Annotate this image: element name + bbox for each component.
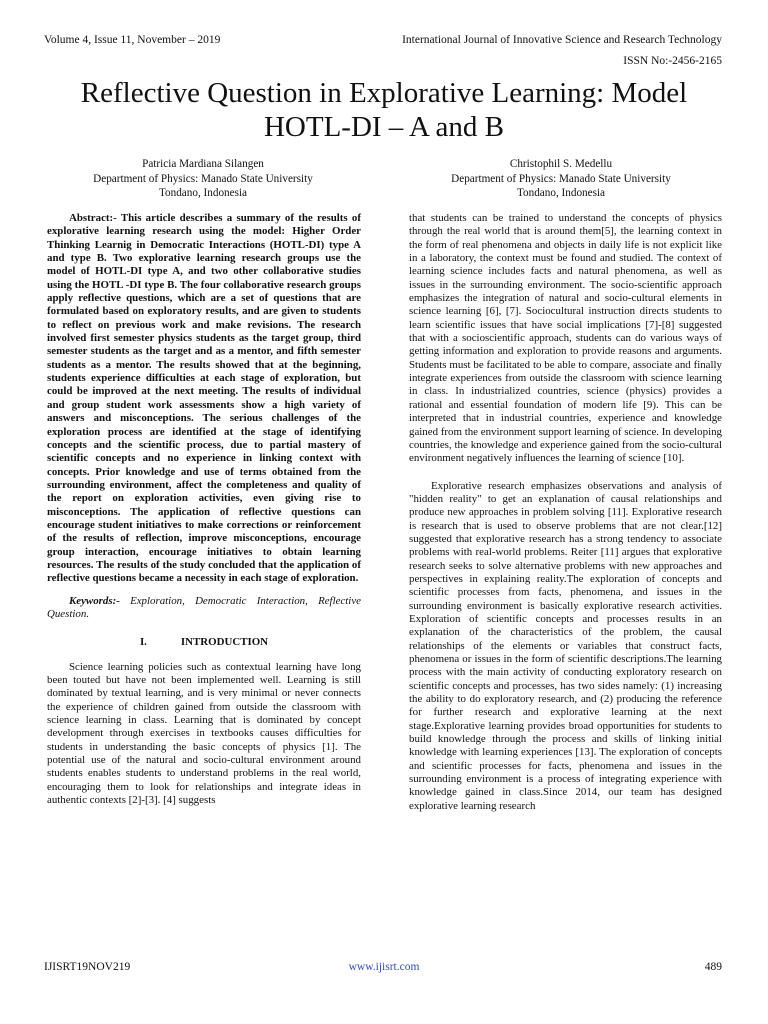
header-issn: ISSN No:-2456-2165 xyxy=(623,55,722,67)
keywords-paragraph xyxy=(47,595,361,622)
section-title: INTRODUCTION xyxy=(180,636,269,649)
section-number: I. xyxy=(139,636,147,649)
author-block-2 xyxy=(396,157,726,201)
right-column xyxy=(409,212,722,813)
title-line-1: Reflective Question in Explorative Learning: Model xyxy=(80,77,688,109)
body-paragraph-2: Explorative research emphasizes observations and analysis of "hidden reality" to get an explanation of causal relationships and produce new approaches in problem solving [11]. Explorative research is research that is used to observe problems that are not clear.[12] suggested that explorative research has a strong tendency to associate problems with real-world problems. Reiter [11] argues that explorative research seeks to solve alternative problems with new approaches and perspectives in explaining reality.The exploration of concepts and scientific processes from facts, phenomena, and issues in the surrounding environment is basically explorative research activities. Exploration of scientific concepts and processes results in an explanation of the characteristics of the problem, the causal relationships of the elements or variables that construct facts, phenomena or issues in the form of scientific descriptions.The learning process with the main activity of conducting exploratory research on scientific concepts and processes, has two sides namely: (1) increasing the ability to do exploratory research, and (2) producing the reference for further research and explorative learning at the next stage.Explorative learning provides broad opportunities for students to build knowledge through the process and skills of linking initial knowledge with learning experiences [13]. The exploration of concepts and scientific processes for facts, phenomena and issues in the surrounding environment is a process of integrating experience with knowledge gained in class.Since 2014, our team has designed explorative learning research xyxy=(409,479,722,812)
abstract-paragraph xyxy=(47,212,361,586)
author-location: Tondano, Indonesia xyxy=(158,187,248,199)
intro-paragraph-1: Science learning policies such as contextual learning have long been touted but have not been implemented well. Learning is still dominated by textual learning, and is very minimal or never connects the experience of children gained from outside the classroom with science learning in class. Learning that is dominated by concept development through exercises in textbooks causes difficulties for students in understanding the basic concepts of physics [1]. The potential use of the natural and socio-cultural environment around students enables students to understand problems in the real world, encouraging them to look for relationships and integrate ideas in authentic contexts [2]-[3]. [4] suggests xyxy=(47,660,361,807)
author-department: Department of Physics: Manado State University xyxy=(451,172,671,185)
header-volume: Volume 4, Issue 11, November – 2019 xyxy=(44,34,221,46)
author-name: Christophil S. Medellu xyxy=(509,158,613,170)
author-department: Department of Physics: Manado State University xyxy=(93,172,313,185)
footer-website-link[interactable]: www.ijisrt.com xyxy=(348,961,420,973)
abstract-label: Abstract:- xyxy=(69,212,117,224)
author-name: Patricia Mardiana Silangen xyxy=(142,158,264,170)
title-line-2: HOTL-DI – A and B xyxy=(263,111,505,143)
author-block-1 xyxy=(38,157,368,201)
keywords-label: Keywords:- xyxy=(69,594,120,607)
left-column xyxy=(47,212,361,807)
abstract-text: This article describes a summary of the results of explorative learning research using the model: Higher Order Thinking Learnig in Democratic Interactions (HOTL-DI) type A and type B. Two explorative learning research groups use the model of HOTL-DI type A, and two other collaborative studies using the HOTL -DI type B. The four collaborative research groups apply reflective questions, which are a set of questions that are formulated based on exploratory results, and are given to students to reflect on previous work and make revisions. The research involved first semester physics students as the target group, third semester students as the target and as a mentor, and fifth semester students as a mentor. The results showed that at the beginning, students experience difficulties at each stage of exploration, but could be improved at the next meeting. The results of individual and group student work assessments show a high variety of answers and misconceptions. The serious challenges of the exploration process are identified at the stage of identifying concepts and the scientific process, due to partial mastery of scientific concepts and no experience in linking context with concepts. Prior knowledge and use of terms obtained from the surrounding environment, affect the completeness and quality of the report on exploration activities, even giving rise to misconceptions. The application of reflective questions can encourage student initiatives to make corrections or reinforcement of the results of reflection, improve misconceptions, encourage group interaction, encourage initiatives to obtain learning resources. The results of the study concluded that the application of reflective questions became a necessity in each stage of exploration. xyxy=(47,212,361,585)
body-paragraph-1: that students can be trained to understand the concepts of physics through the real world that is around them[5], the learning context in the form of real phenomena and objects in daily life is not explicit like in a laboratory, the context must be found and studied. The context of learning science includes facts and natural phenomena, as well as issues in the surrounding environment. The socio-scientific approach emphasizes the integration of natural and socio-cultural elements in science learning [6], [7]. Sociocultural instruction directs students to learn scientific issues that have social implications [7]-[8] suggested that with a socioscientific approach, students can do various ways of getting information and exploration to provide reasons and arguments. Students must be facilitated to be able to compare, associate and finally integrate experiences from outside the classroom with science learning in class. In industrialized countries, science (physics) provides a rational and essential foundation of modern life [9). This can be interpreted that in industrial countries, experience and knowledge gained from the environment support learning of science. In developing countries, the knowledge and experience gained from the socio-cultural environment negatively influences the learning of science [10]. xyxy=(409,212,722,465)
author-location: Tondano, Indonesia xyxy=(516,187,606,199)
section-heading xyxy=(47,636,361,649)
paper-title xyxy=(40,76,728,144)
header-journal: International Journal of Innovative Science and Research Technology xyxy=(402,34,722,46)
footer-code: IJISRT19NOV219 xyxy=(44,961,131,973)
footer-page-number: 489 xyxy=(704,961,722,973)
keywords-text: Exploration, Democratic Interaction, Reflective Question. xyxy=(47,594,361,620)
